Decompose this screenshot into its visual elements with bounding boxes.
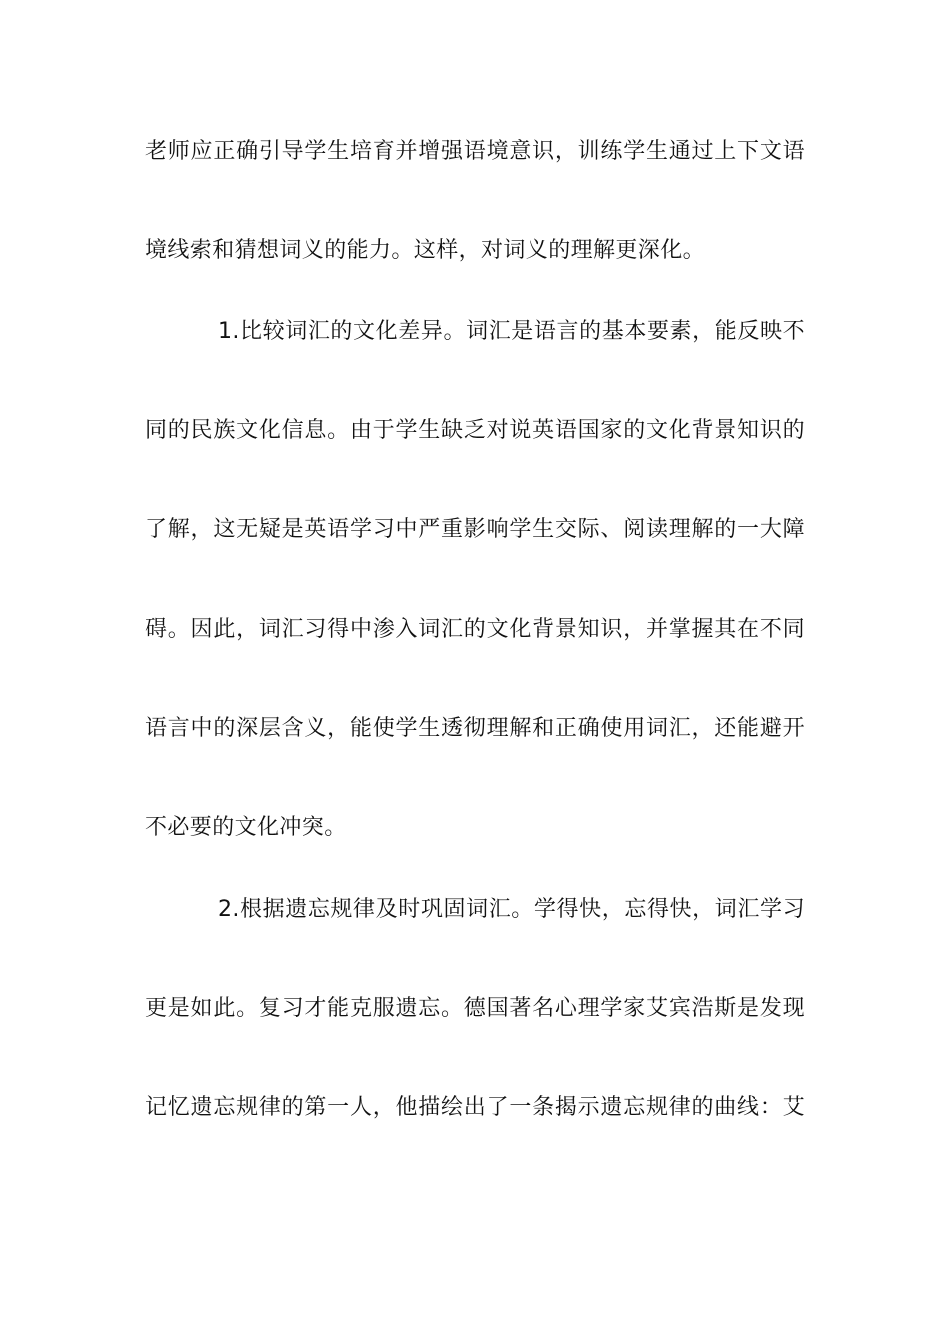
paragraph-line: 更是如此。复习才能克服遗忘。德国著名心理学家艾宾浩斯是发现 [145, 996, 805, 1021]
paragraph-line: 语言中的深层含义，能使学生透彻理解和正确使用词汇，还能避开 [145, 716, 805, 741]
paragraph-line: 境线索和猜想词义的能力。这样，对词义的理解更深化。 [145, 238, 706, 263]
paragraph-line: 同的民族文化信息。由于学生缺乏对说英语国家的文化背景知识的 [145, 418, 805, 443]
paragraph-line: 了解，这无疑是英语学习中严重影响学生交际、阅读理解的一大障 [145, 517, 805, 542]
paragraph-line: 不必要的文化冲突。 [145, 815, 347, 840]
section-heading-line: 2.根据遗忘规律及时巩固词汇。学得快，忘得快，词汇学习 [218, 897, 805, 922]
paragraph-line: 记忆遗忘规律的第一人，他描绘出了一条揭示遗忘规律的曲线：艾 [145, 1095, 805, 1120]
paragraph-line: 老师应正确引导学生培育并增强语境意识，训练学生通过上下文语 [145, 139, 805, 164]
paragraph-line: 碍。因此，词汇习得中渗入词汇的文化背景知识，并掌握其在不同 [145, 617, 805, 642]
section-heading-line: 1.比较词汇的文化差异。词汇是语言的基本要素，能反映不 [218, 319, 805, 344]
